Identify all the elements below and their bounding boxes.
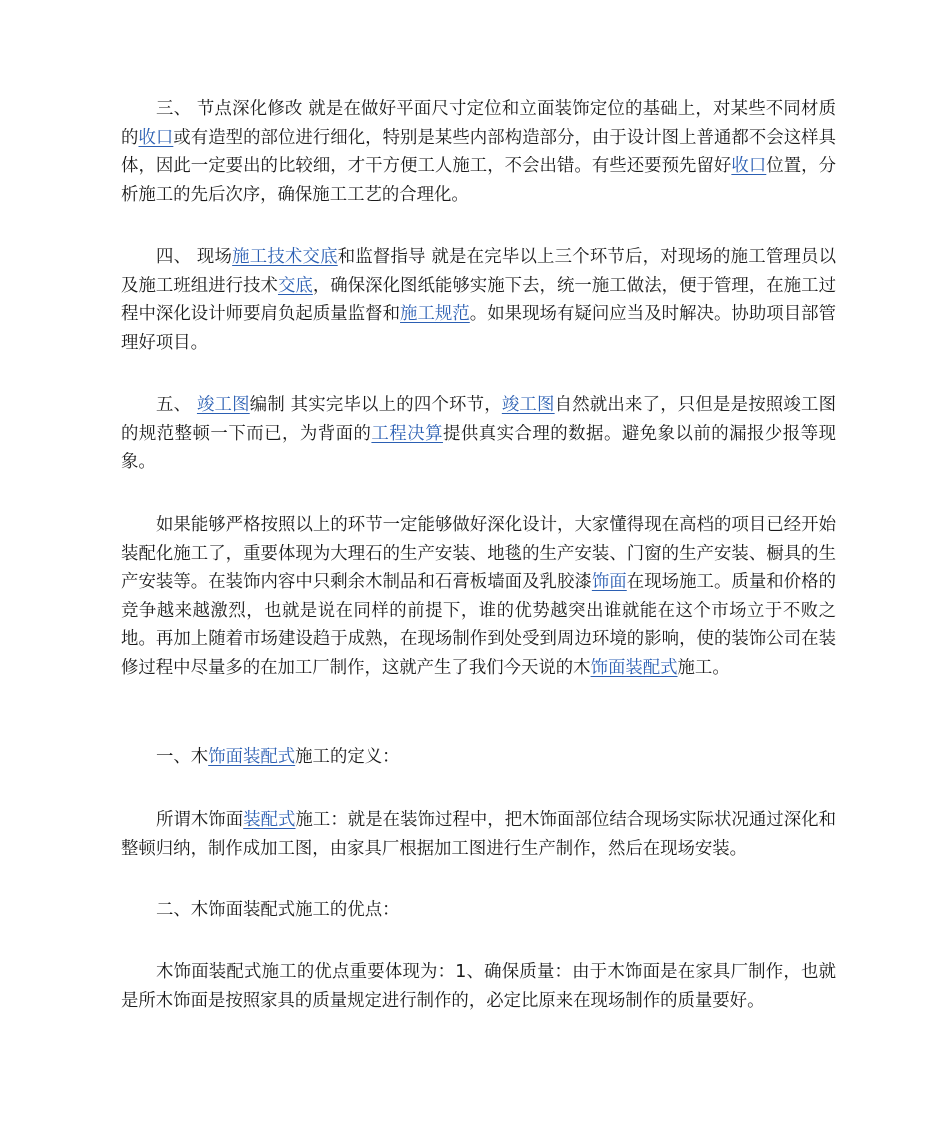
text-run: 提供真实合理的数据。避免象以前的漏报少报等现象。 [121,423,836,472]
inline-link[interactable]: 施工技术交底 [232,247,338,267]
text-run: 所谓木饰面 [156,810,244,830]
text-run: ，确保深化图纸能够实施下去，统一施工做法，便于管理，在施工过程中深化设计师要肩负起质量监督和 [121,275,836,324]
text-run: 编制 其实完毕以上的四个环节， [249,395,502,415]
text-run: 四、 现场 [156,247,233,267]
paragraph-site-technical-briefing [121,243,836,357]
text-run: 一、木 [156,747,209,767]
text-run: 二、木饰面装配式施工的优点： [156,900,400,920]
heading-definition [121,743,836,772]
paragraph-prefab-intro [121,511,836,682]
text-run: 施工：就是在装饰过程中，把木饰面部位结合现场实际状况通过深化和整顿归纳，制作成加工图，由家具厂根据加工图进行生产制作，然后在现场安装。 [121,810,836,859]
text-run: 木饰面装配式施工的优点重要体现为：1、确保质量：由于木饰面是在家具厂制作，也就是所木饰面是按照家具的质量规定进行制作的，必定比原来在现场制作的质量要好。 [121,962,836,1011]
inline-link[interactable]: 交底 [277,275,313,296]
inline-link[interactable]: 收口 [138,127,174,148]
text-run: 位置，分析施工的先后次序，确保施工工艺的合理化。 [121,156,836,205]
inline-link[interactable]: 竣工图 [501,395,555,415]
paragraph-as-built-drawing [121,391,836,477]
text-run: 或有造型的部位进行细化，特别是某些内部构造部分，由于设计图上普通都不会这样具体，因此一定要出的比较细，才干方便工人施工，不会出错。有些还要预先留好 [121,127,836,176]
text-run: 和监督指导 就是在完毕以上三个环节后，对现场的施工管理员以及施工班组进行技术 [121,247,837,296]
text-run: 五、 [156,395,197,415]
text-run: 如果能够严格按照以上的环节一定能够做好深化设计，大家懂得现在高档的项目已经开始装配化施工了，重要体现为大理石的生产安装、地毯的生产安装、门窗的生产安装、橱具的生产安装等。在装饰内容中只剩余木制品和石膏板墙面及乳胶漆 [121,515,836,592]
inline-link[interactable]: 饰面装配式 [590,657,678,678]
paragraph-node-deepening [121,95,836,209]
paragraph-definition [121,806,836,863]
text-run: 施工的定义： [295,747,400,767]
text-run: 三、 节点深化修改 就是在做好平面尺寸定位和立面装饰定位的基础上，对某些不同材质的 [121,99,836,148]
inline-link[interactable]: 收口 [731,156,767,176]
text-run: 自然就出来了，只但是是按照竣工图的规范整顿一下而已，为背面的 [121,395,836,444]
inline-link[interactable]: 装配式 [243,810,296,830]
inline-link[interactable]: 施工规范 [400,304,470,324]
text-run: 。如果现场有疑问应当及时解决。协助项目部管理好项目。 [121,304,836,353]
inline-link[interactable]: 饰面 [591,572,627,592]
inline-link[interactable]: 竣工图 [196,395,250,415]
inline-link[interactable]: 工程决算 [371,423,443,444]
paragraph-advantages [121,958,836,1015]
text-run: 在现场施工。质量和价格的竞争越来越激烈，也就是说在同样的前提下，谁的优势越突出谁就能在这个市场立于不败之地。再加上随着市场建设趋于成熟，在现场制作到处受到周边环境的影响，使的装饰公司在装修过程中尽量多的在加工厂制作，这就产生了我们今天说的木 [121,572,836,678]
inline-link[interactable]: 饰面装配式 [208,747,296,767]
text-run: 施工。 [677,657,730,678]
heading-advantages [121,896,836,925]
